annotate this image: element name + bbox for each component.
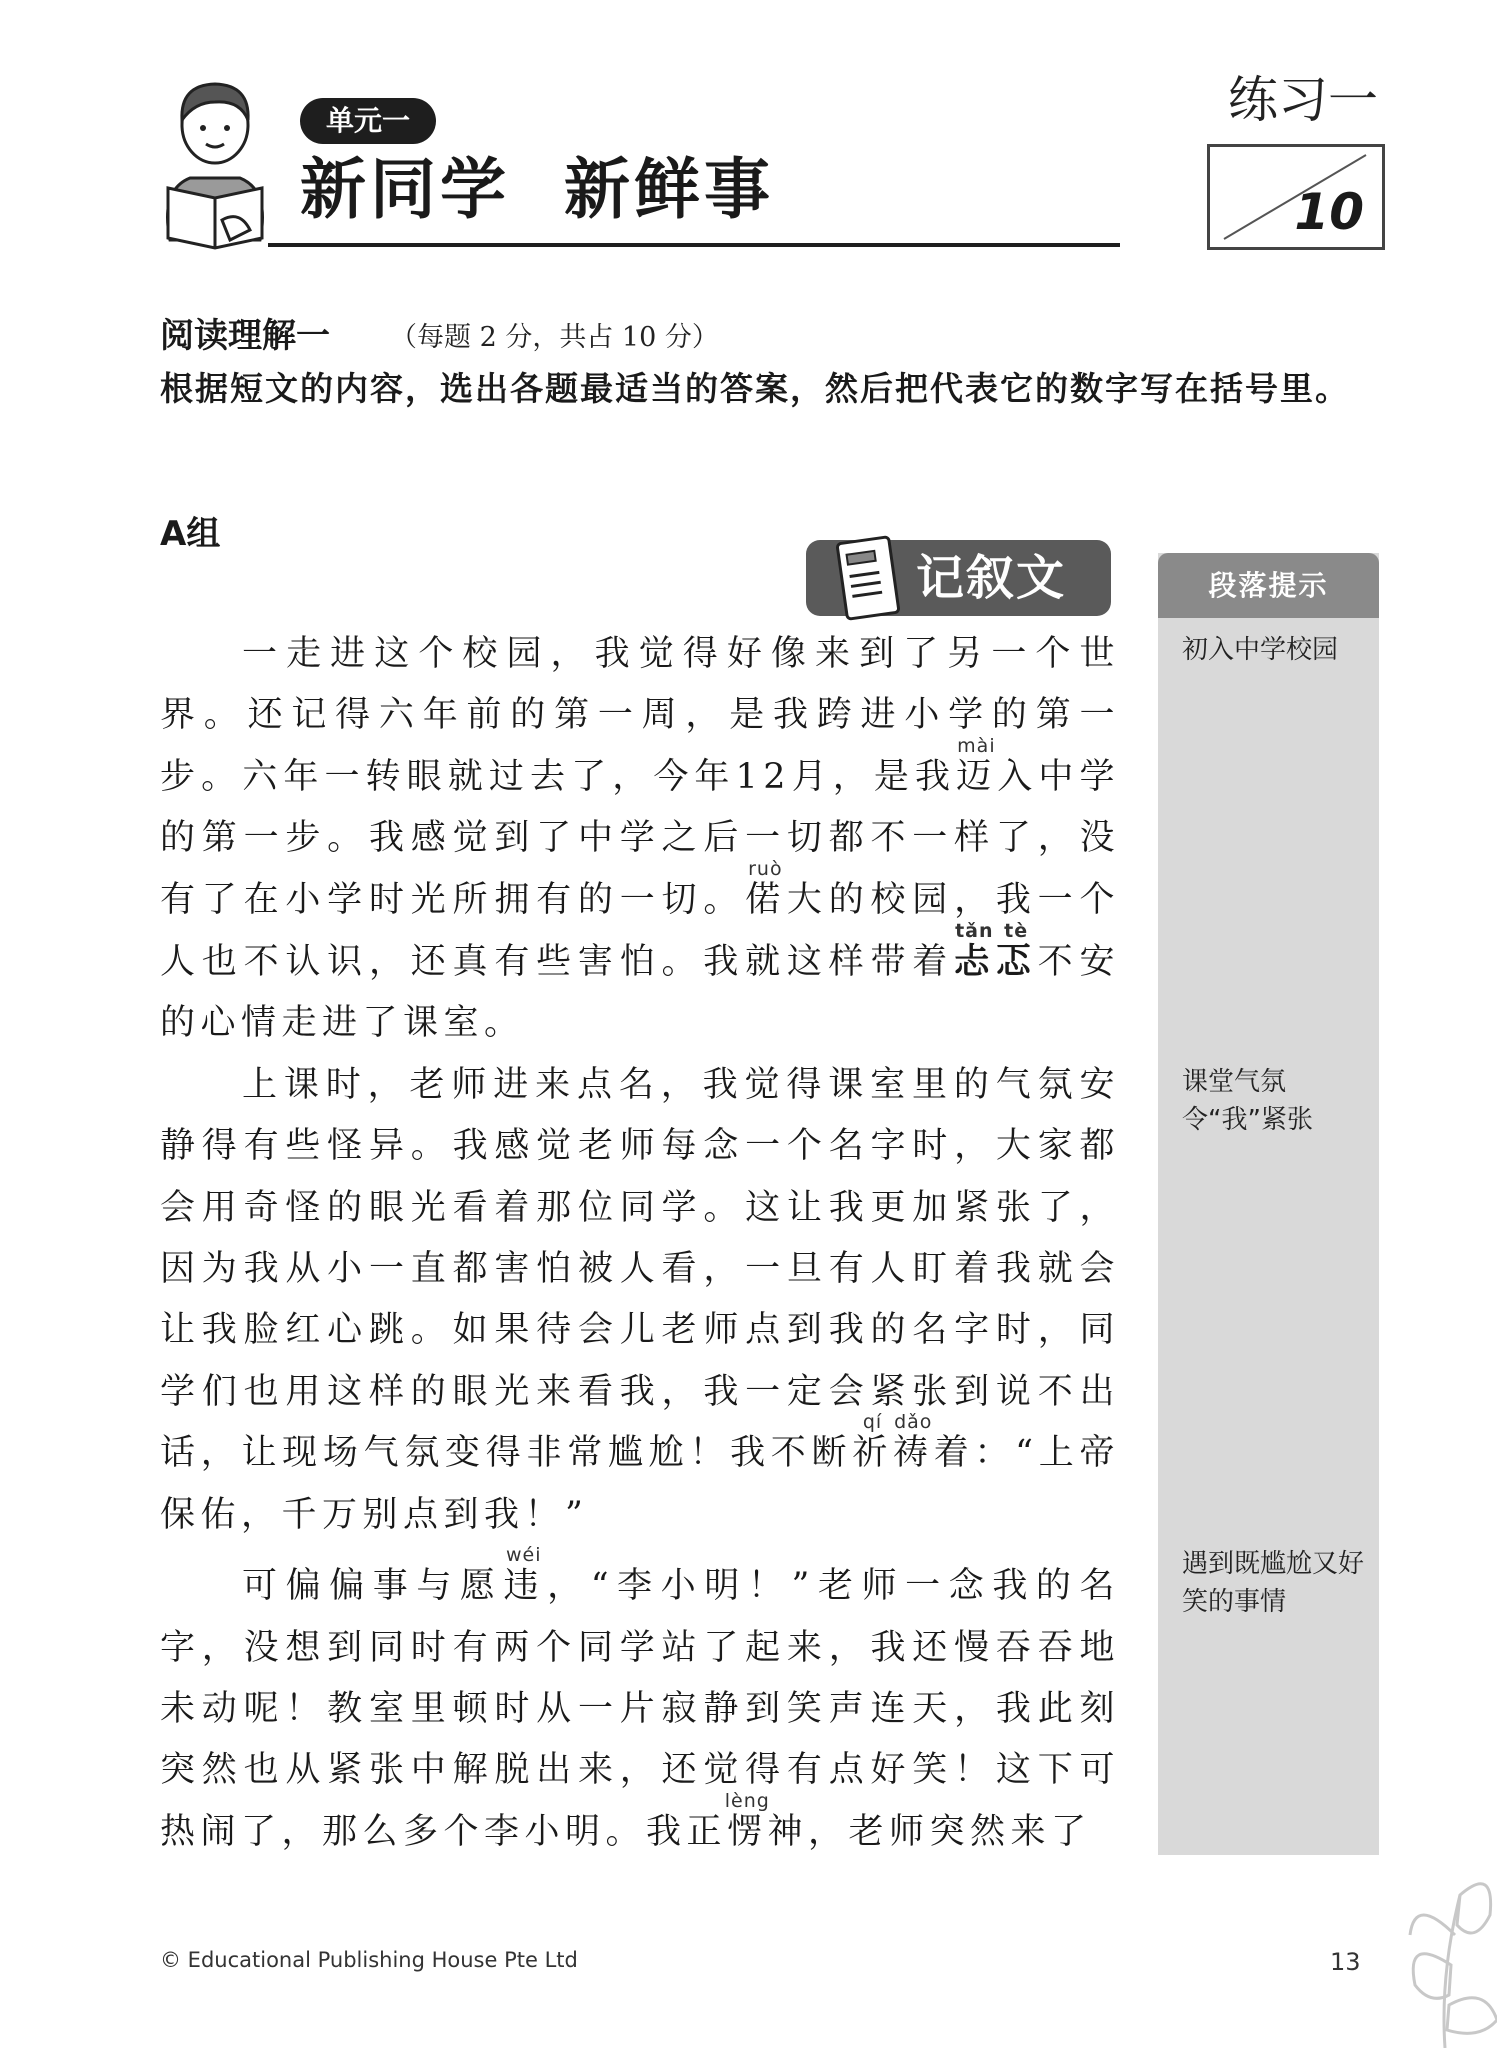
pinyin-word: 偌ruò: [745, 857, 787, 920]
section-note: （每题 2 分，共占 10 分）: [390, 322, 719, 353]
passage-paragraph: 一走进这个校园，我觉得好像来到了另一个世界。还记得六年前的第一周，是我跨进小学的第一步。六年一转眼就过去了，今年12月，是我迈mài入中学的第一步。我感觉到了中学之后一切都不一样了，没有了在小学时光所拥有的一切。偌ruò大的校园，我一个人也不认识，还真有些害怕。我就这样带着忐tǎn忑tè不安的心情走进了课室。: [160, 634, 1120, 1044]
pinyin-word: 祷dǎo: [892, 1411, 934, 1474]
pinyin-word: 迈mài: [956, 734, 998, 797]
header-divider: [268, 243, 1120, 247]
pinyin-word: 祈qí: [852, 1411, 893, 1474]
reading-passage: [160, 624, 1120, 1863]
hint-item: 遇到既尴尬又好笑的事情: [1182, 1549, 1365, 1617]
group-label: A组: [160, 514, 221, 554]
sidebar-title: 段落提示: [1158, 553, 1379, 618]
copyright-text: © Educational Publishing House Pte Ltd: [160, 1948, 578, 1972]
pinyin-word: 忑tè: [995, 920, 1038, 983]
hint-item: 课堂气氛令“我”紧张: [1182, 1067, 1313, 1135]
passage-paragraph: 可偏偏事与愿违wéi，“李小明！”老师一念我的名字，没想到同时有两个同学站了起来，我还慢吞吞地未动呢！教室里顿时从一片寂静到笑声连天，我此刻突然也从紧张中解脱出来，还觉得有点好笑！这下可热闹了，那么多个李小明。我正愣lèng神，老师突然来了: [160, 1544, 1120, 1852]
exercise-label: 练习一: [1228, 71, 1378, 129]
passage-paragraph: 上课时，老师进来点名，我觉得课室里的气氛安静得有些怪异。我感觉老师每念一个名字时，大家都会用奇怪的眼光看着那位同学。这让我更加紧张了，因为我从小一直都害怕被人看，一旦有人盯着我就会让我脸红心跳。如果待会儿老师点到我的名字时，同学们也用这样的眼光来看我，我一定会紧张到说不出话，让现场气氛变得非常尴尬！我不断祈qí祷dǎo着：“上帝保佑，千万别点到我！”: [160, 1064, 1120, 1535]
leaf-decoration-icon: [1385, 1855, 1497, 2048]
pinyin-word: 违wéi: [503, 1544, 548, 1607]
score-total: 10: [1294, 183, 1364, 241]
unit-label: 单元一: [300, 98, 436, 144]
genre-badge: [806, 540, 1111, 616]
section-title: 阅读理解一: [160, 316, 330, 356]
pinyin-word: 愣lèng: [724, 1789, 770, 1852]
student-reading-illustration: [150, 70, 280, 260]
unit-title: 新同学 新鲜事: [300, 151, 774, 228]
page-number: 13: [1330, 1948, 1361, 1976]
paragraph-hints-sidebar: [1158, 553, 1379, 1855]
hint-item: 初入中学校园: [1182, 635, 1339, 665]
genre-label: 记叙文: [916, 550, 1067, 606]
score-box: [1207, 144, 1385, 250]
instructions: 根据短文的内容，选出各题最适当的答案，然后把代表它的数字写在括号里。: [160, 369, 1350, 408]
pinyin-word: 忐tǎn: [954, 920, 996, 983]
book-icon: [834, 534, 904, 624]
